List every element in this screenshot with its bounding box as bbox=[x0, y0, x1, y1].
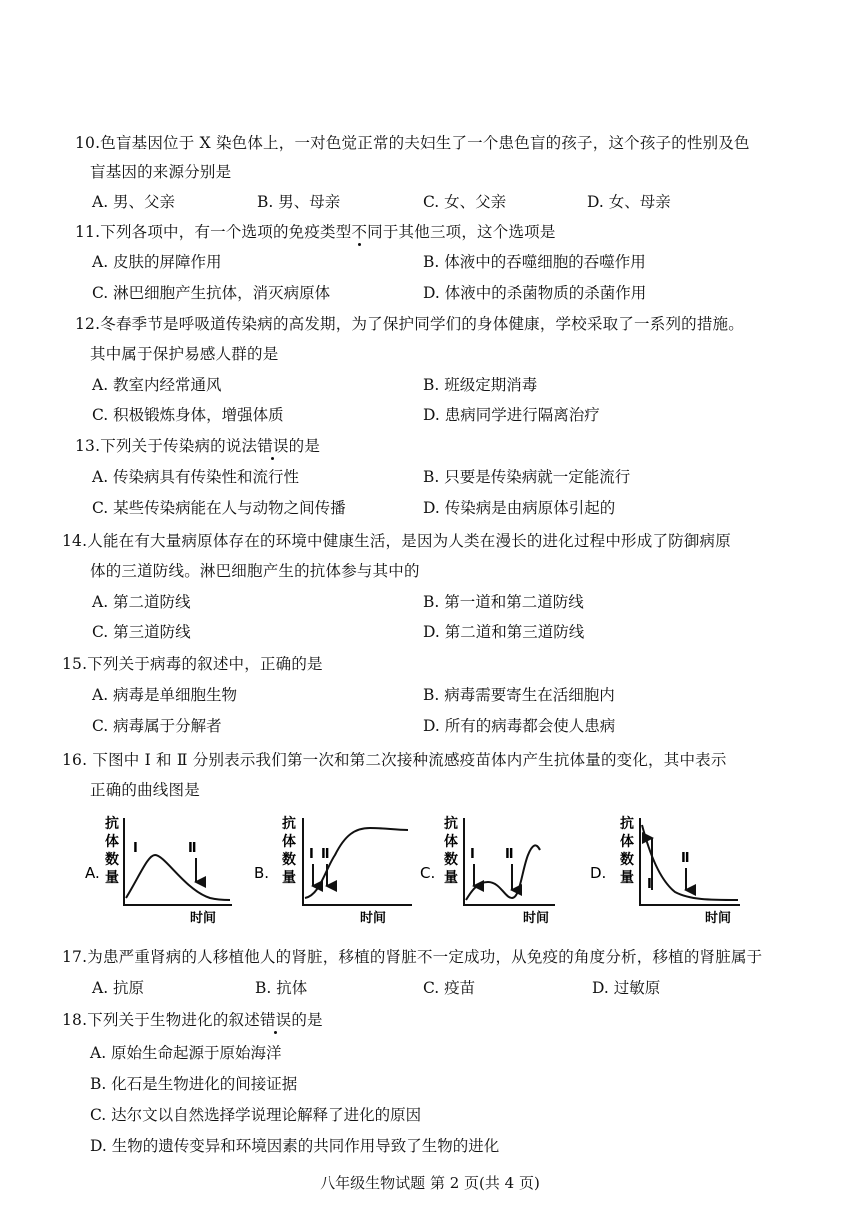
q12-option-d: D. 患病同学进行隔离治疗 bbox=[423, 406, 600, 424]
q10-option-b: B. 男、母亲 bbox=[257, 193, 341, 211]
q15-option-d: D. 所有的病毒都会使人患病 bbox=[423, 717, 616, 735]
graph-a bbox=[85, 815, 232, 926]
q11-option-a: A. 皮肤的屏障作用 bbox=[92, 253, 222, 271]
q16-stem-line2: 正确的曲线图是 bbox=[90, 781, 200, 799]
svg-text:Ⅰ: Ⅰ bbox=[647, 877, 652, 892]
q10-option-d: D. 女、母亲 bbox=[587, 193, 671, 211]
q16-graphs bbox=[0, 810, 860, 940]
svg-text:数: 数 bbox=[620, 852, 634, 868]
svg-text:数: 数 bbox=[282, 852, 296, 868]
q14-option-c: C. 第三道防线 bbox=[92, 623, 191, 641]
graph-a-curve bbox=[126, 855, 230, 900]
svg-text:数: 数 bbox=[105, 852, 119, 868]
q15-option-a: A. 病毒是单细胞生物 bbox=[92, 686, 238, 704]
q10-option-c: C. 女、父亲 bbox=[423, 193, 507, 211]
svg-text:Ⅱ: Ⅱ bbox=[681, 851, 690, 866]
svg-text:抗: 抗 bbox=[282, 816, 296, 832]
q17-stem: 17.为患严重肾病的人移植他人的肾脏，移植的肾脏不一定成功，从免疫的角度分析，移植的肾脏属于 bbox=[62, 948, 763, 966]
q11-option-d: D. 体液中的杀菌物质的杀菌作用 bbox=[423, 284, 647, 302]
svg-text:Ⅰ: Ⅰ bbox=[309, 847, 314, 862]
svg-text:体: 体 bbox=[282, 834, 296, 850]
q15-stem: 15.下列关于病毒的叙述中，正确的是 bbox=[62, 655, 323, 673]
graph-d-curve bbox=[642, 825, 738, 900]
graph-c bbox=[420, 815, 555, 926]
q14-option-a: A. 第二道防线 bbox=[92, 593, 191, 611]
q18-option-c: C. 达尔文以自然选择学说理论解释了进化的原因 bbox=[90, 1106, 422, 1124]
q17-option-c: C. 疫苗 bbox=[423, 979, 476, 997]
graph-a-axes bbox=[124, 818, 232, 905]
svg-text:量: 量 bbox=[282, 870, 296, 886]
q14-option-b: B. 第一道和第二道防线 bbox=[423, 593, 584, 611]
graph-a-letter: A. bbox=[85, 864, 100, 882]
q12-option-b: B. 班级定期消毒 bbox=[423, 376, 538, 394]
graph-a-xlabel: 时间 bbox=[190, 911, 217, 926]
svg-text:抗: 抗 bbox=[105, 816, 119, 832]
svg-text:抗: 抗 bbox=[620, 816, 634, 832]
q18-option-b: B. 化石是生物进化的间接证据 bbox=[90, 1075, 298, 1093]
svg-text:Ⅰ: Ⅰ bbox=[133, 841, 138, 856]
svg-text:Ⅰ: Ⅰ bbox=[470, 847, 475, 862]
svg-text:量: 量 bbox=[620, 870, 634, 886]
q16-stem-line1: 16. 下图中 Ⅰ 和 Ⅱ 分别表示我们第一次和第二次接种流感疫苗体内产生抗体量的变化，其中表示 bbox=[62, 751, 727, 769]
q18-option-d: D. 生物的遗传变异和环境因素的共同作用导致了生物的进化 bbox=[90, 1137, 500, 1155]
graph-d-xlabel: 时间 bbox=[705, 911, 732, 926]
q13-option-a: A. 传染病具有传染性和流行性 bbox=[92, 468, 300, 486]
q17-option-b: B. 抗体 bbox=[255, 979, 308, 997]
q14-stem-line1: 14.人能在有大量病原体存在的环境中健康生活，是因为人类在漫长的进化过程中形成了防御病原 bbox=[62, 532, 731, 550]
graph-d-letter: D. bbox=[590, 864, 607, 882]
svg-text:体: 体 bbox=[444, 834, 458, 850]
q14-option-d: D. 第二道和第三道防线 bbox=[423, 623, 585, 641]
q12-stem-line2: 其中属于保护易感人群的是 bbox=[90, 345, 279, 363]
q13-option-b: B. 只要是传染病就一定能流行 bbox=[423, 468, 631, 486]
q14-stem-line2: 体的三道防线。淋巴细胞产生的抗体参与其中的 bbox=[90, 562, 420, 580]
q11-option-b: B. 体液中的吞噬细胞的吞噬作用 bbox=[423, 253, 646, 271]
q11-option-c: C. 淋巴细胞产生抗体，消灭病原体 bbox=[92, 284, 331, 302]
svg-text:Ⅱ: Ⅱ bbox=[505, 847, 514, 862]
svg-text:量: 量 bbox=[105, 870, 119, 886]
q15-option-b: B. 病毒需要寄生在活细胞内 bbox=[423, 686, 615, 704]
svg-text:量: 量 bbox=[444, 870, 458, 886]
graph-c-curve bbox=[466, 845, 540, 900]
graph-b-letter: B. bbox=[254, 864, 270, 882]
svg-text:抗: 抗 bbox=[444, 816, 458, 832]
q13-stem: 13.下列关于传染病的说法错误的是 bbox=[75, 437, 321, 455]
q12-stem-line1: 12.冬春季节是呼吸道传染病的高发期，为了保护同学们的身体健康，学校采取了一系列的措施。 bbox=[75, 315, 744, 333]
svg-text:Ⅱ: Ⅱ bbox=[321, 847, 330, 862]
q12-option-a: A. 教室内经常通风 bbox=[92, 376, 222, 394]
q15-option-c: C. 病毒属于分解者 bbox=[92, 717, 222, 735]
graph-c-xlabel: 时间 bbox=[523, 911, 550, 926]
q10-stem-line1: 10.色盲基因位于 X 染色体上，一对色觉正常的夫妇生了一个患色盲的孩子，这个孩子的性别及色 bbox=[75, 134, 750, 152]
graph-b-curve bbox=[305, 828, 408, 898]
q13-option-c: C. 某些传染病能在人与动物之间传播 bbox=[92, 499, 346, 517]
svg-text:体: 体 bbox=[105, 834, 119, 850]
svg-text:Ⅱ: Ⅱ bbox=[188, 841, 197, 856]
q12-option-c: C. 积极锻炼身体，增强体质 bbox=[92, 406, 284, 424]
q18-stem: 18.下列关于生物进化的叙述错误的是 bbox=[62, 1011, 323, 1029]
page-footer: 八年级生物试题 第 2 页(共 4 页) bbox=[320, 1174, 540, 1192]
q17-option-d: D. 过敏原 bbox=[592, 979, 661, 997]
q17-option-a: A. 抗原 bbox=[92, 979, 145, 997]
q13-option-d: D. 传染病是由病原体引起的 bbox=[423, 499, 616, 517]
graph-c-letter: C. bbox=[420, 864, 436, 882]
svg-text:体: 体 bbox=[620, 834, 634, 850]
q10-option-a: A. 男、父亲 bbox=[92, 193, 176, 211]
q10-stem-line2: 盲基因的来源分别是 bbox=[90, 163, 232, 181]
svg-text:数: 数 bbox=[444, 852, 458, 868]
q18-option-a: A. 原始生命起源于原始海洋 bbox=[90, 1044, 282, 1062]
graph-d bbox=[590, 815, 740, 926]
q11-stem: 11.下列各项中，有一个选项的免疫类型不同于其他三项，这个选项是 bbox=[75, 223, 556, 241]
graph-b bbox=[254, 815, 412, 926]
graph-b-xlabel: 时间 bbox=[360, 911, 387, 926]
